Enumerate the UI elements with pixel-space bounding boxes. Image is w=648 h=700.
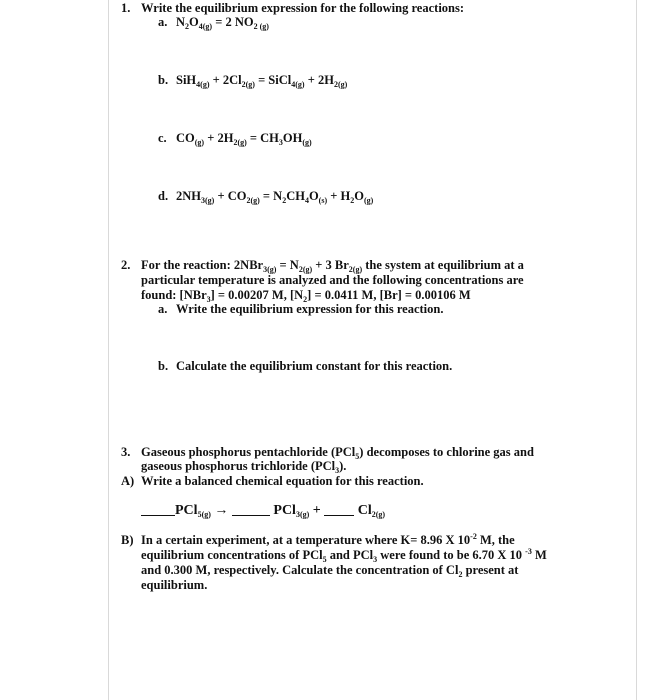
q3-part-B-label: B)	[121, 533, 134, 547]
q3-line-1-text: Gaseous phosphorus pentachloride (PCl$_5$) decomposes to chlorine gas and	[141, 445, 534, 461]
q1-item-c	[158, 131, 312, 146]
q3-part-B-line-1-text: In a certain experiment, at a temperature where K= 8.96 X $10^{-2}$ M, the	[141, 532, 515, 547]
q1-item-b-equation: $SiH_{4(g)} + 2Cl_{2(g)}$ = SiCl$_{4(g)}$ + $2H_{2(g)}$	[176, 73, 348, 89]
q3-line-1	[121, 445, 534, 460]
q1-number: 1.	[121, 1, 131, 15]
q1-item-b	[158, 73, 347, 88]
q2-part-b-text: Calculate the equilibrium constant for this reaction.	[176, 359, 453, 373]
q2-line-3: found: [NBr$_3$] = 0.00207 M, $[N_2] = 0.0411$ M, [Br] = 0.00106 M	[141, 288, 471, 304]
q3-part-B-line-2: equilibrium concentrations of PCl$_5$ and PCl$_3$ were found to be 6.70 X 10 $^{-3}$ M	[141, 547, 547, 564]
q1-item-c-label: c.	[158, 131, 167, 145]
q3-eq-reactant: PCl$_{5(g)}$ →	[175, 503, 232, 519]
q3-part-B-line-1	[121, 533, 515, 548]
blank-pcl3-coefficient[interactable]	[232, 503, 270, 516]
q2-part-b-label: b.	[158, 359, 169, 373]
q3-part-B-line-3: and 0.300 M, respectively. Calculate the concentration of $Cl_2$ present at	[141, 563, 519, 579]
q2-part-a-text: Write the equilibrium expression for this reaction.	[176, 302, 444, 316]
q3-eq-product-1: PCl$_{3(g)}$ +	[269, 503, 325, 519]
q1-item-d-equation: $2NH_{3(g)} + CO_{2(g)} = N_2CH_4O_{(s)} + H_2O_{(g)}$	[176, 189, 374, 205]
blank-cl2-coefficient[interactable]	[324, 503, 354, 516]
q3-part-A	[121, 474, 424, 489]
blank-pcl5-coefficient[interactable]	[141, 503, 175, 516]
q2-line-1	[121, 258, 524, 273]
q2-part-a-label: a.	[158, 302, 168, 316]
q1-item-d-label: d.	[158, 189, 169, 203]
q1-item-b-label: b.	[158, 73, 169, 87]
q1-item-a	[158, 15, 269, 30]
q1-item-c-equation: $CO_{(g)} + 2H_{2(g)} = CH_3OH_{(g)}$	[176, 131, 312, 147]
q3-part-A-label: A)	[121, 474, 135, 488]
q1-heading	[121, 1, 464, 16]
q2-number: 2.	[121, 258, 131, 272]
q3-part-A-text: Write a balanced chemical equation for this reaction.	[141, 474, 424, 488]
q1-item-a-equation: $N_2O_{4(g)} = 2$ $NO_{2 (g)}$	[176, 15, 269, 31]
q3-eq-product-2: $Cl_{2(g)}$	[354, 503, 386, 519]
q1-prompt: Write the equilibrium expression for the following reactions:	[141, 1, 465, 15]
q2-part-b	[158, 359, 452, 374]
q3-number: 3.	[121, 445, 131, 459]
q3-line-2: gaseous phosphorus trichloride (PCl$_3$).	[141, 459, 347, 475]
q1-item-a-label: a.	[158, 15, 168, 29]
q2-line-2: particular temperature is analyzed and the following concentrations are	[141, 273, 524, 287]
left-margin-rule	[108, 0, 109, 700]
q1-item-d	[158, 189, 373, 204]
q2-part-a	[158, 302, 443, 317]
q2-line-1-text: For the reaction: $2NBr_{3(g)} = N_{2(g)} + 3$ $Br_{2(g)}$ the system at equilibrium at a	[141, 258, 524, 274]
q3-equation	[141, 503, 385, 518]
q3-part-B-line-4: equilibrium.	[141, 578, 208, 592]
right-margin-rule	[636, 0, 637, 700]
